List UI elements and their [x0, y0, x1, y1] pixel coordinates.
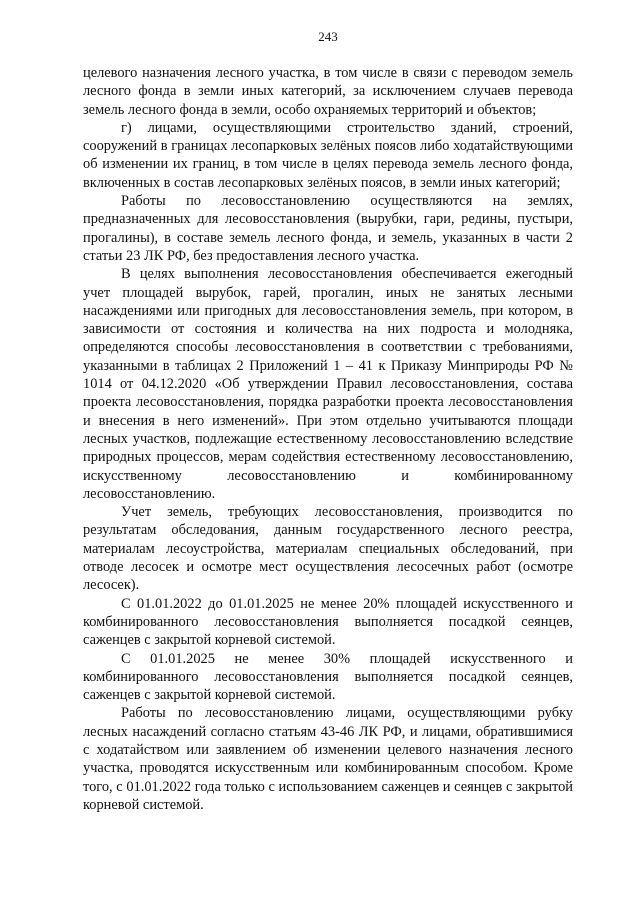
paragraph: В целях выполнения лесовосстановления обеспечивается ежегодный учет площадей вырубок, гарей, прогалин, иных не занятых лесными насаждениями или пригодных для лесовосстановления земель, при котором, в зависимости от состояния и количества на них подроста и молодняка, определяются способы лесовосстановления в соответствии с требованиями, указанными в таблицах 2 Приложений 1 – 41 к Приказу Минприроды РФ № 1014 от 04.12.2020 «Об утверждении Правил лесовосстановления, состава проекта лесовосстановления, порядка разработки проекта лесовосстановления и внесения в него изменений». При этом отдельно учитываются площади лесных участков, подлежащие естественному лесовосстановлению вследствие природных процессов, мерам содействия естественному лесовосстановлению, искусственному лесовосстановлению и комбинированному лесовосстановлению. [83, 266, 573, 502]
paragraph: целевого назначения лесного участка, в том числе в связи с переводом земель лесного фонда в земли иных категорий, за исключением случаев перевода земель лесного фонда в земли, особо охраняемых территорий и объектов; [83, 65, 573, 118]
page-number: 243 [318, 29, 338, 44]
paragraph: Учет земель, требующих лесовосстановления, производится по результатам обследования, данным государственного лесного реестра, материалам лесоустройства, материалам специальных обследований, при отводе лесосек и осмотре мест осуществления лесосечных работ (осмотре лесосек). [83, 504, 573, 594]
paragraph: Работы по лесовосстановлению лицами, осуществляющими рубку лесных насаждений согласно статьям 43-46 ЛК РФ, и лицами, обратившимися с ходатайством или заявлением об изменении целевого назначения лесного участка, проводятся искусственным или комбинированным способом. Кроме того, с 01.01.2022 года только с использованием саженцев и сеянцев с закрытой корневой системой. [83, 705, 573, 813]
paragraph: С 01.01.2025 не менее 30% площадей искусственного и комбинированного лесовосстановления выполняется посадкой сеянцев, саженцев с закрытой корневой системой. [83, 650, 573, 704]
paragraph: С 01.01.2022 до 01.01.2025 не менее 20% площадей искусственного и комбинированного лесовосстановления выполняется посадкой сеянцев, саженцев с закрытой корневой системой. [83, 595, 573, 649]
paragraph: Работы по лесовосстановлению осуществляются на землях, предназначенных для лесовосстановления (вырубки, гари, редины, пустыри, прогалины), в составе земель лесного фонда, и земель, указанных в части 2 статьи 23 ЛК РФ, без предоставления лесного участка. [83, 193, 573, 264]
paragraph: г) лицами, осуществляющими строительство зданий, строений, сооружений в границах лесопарковых зелёных поясов либо ходатайствующими об изменении их границ, в том числе в целях перевода земель лесного фонда, включенных в состав лесопарковых зелёных поясов, в земли иных категорий; [83, 119, 573, 191]
body-text [83, 64, 573, 814]
